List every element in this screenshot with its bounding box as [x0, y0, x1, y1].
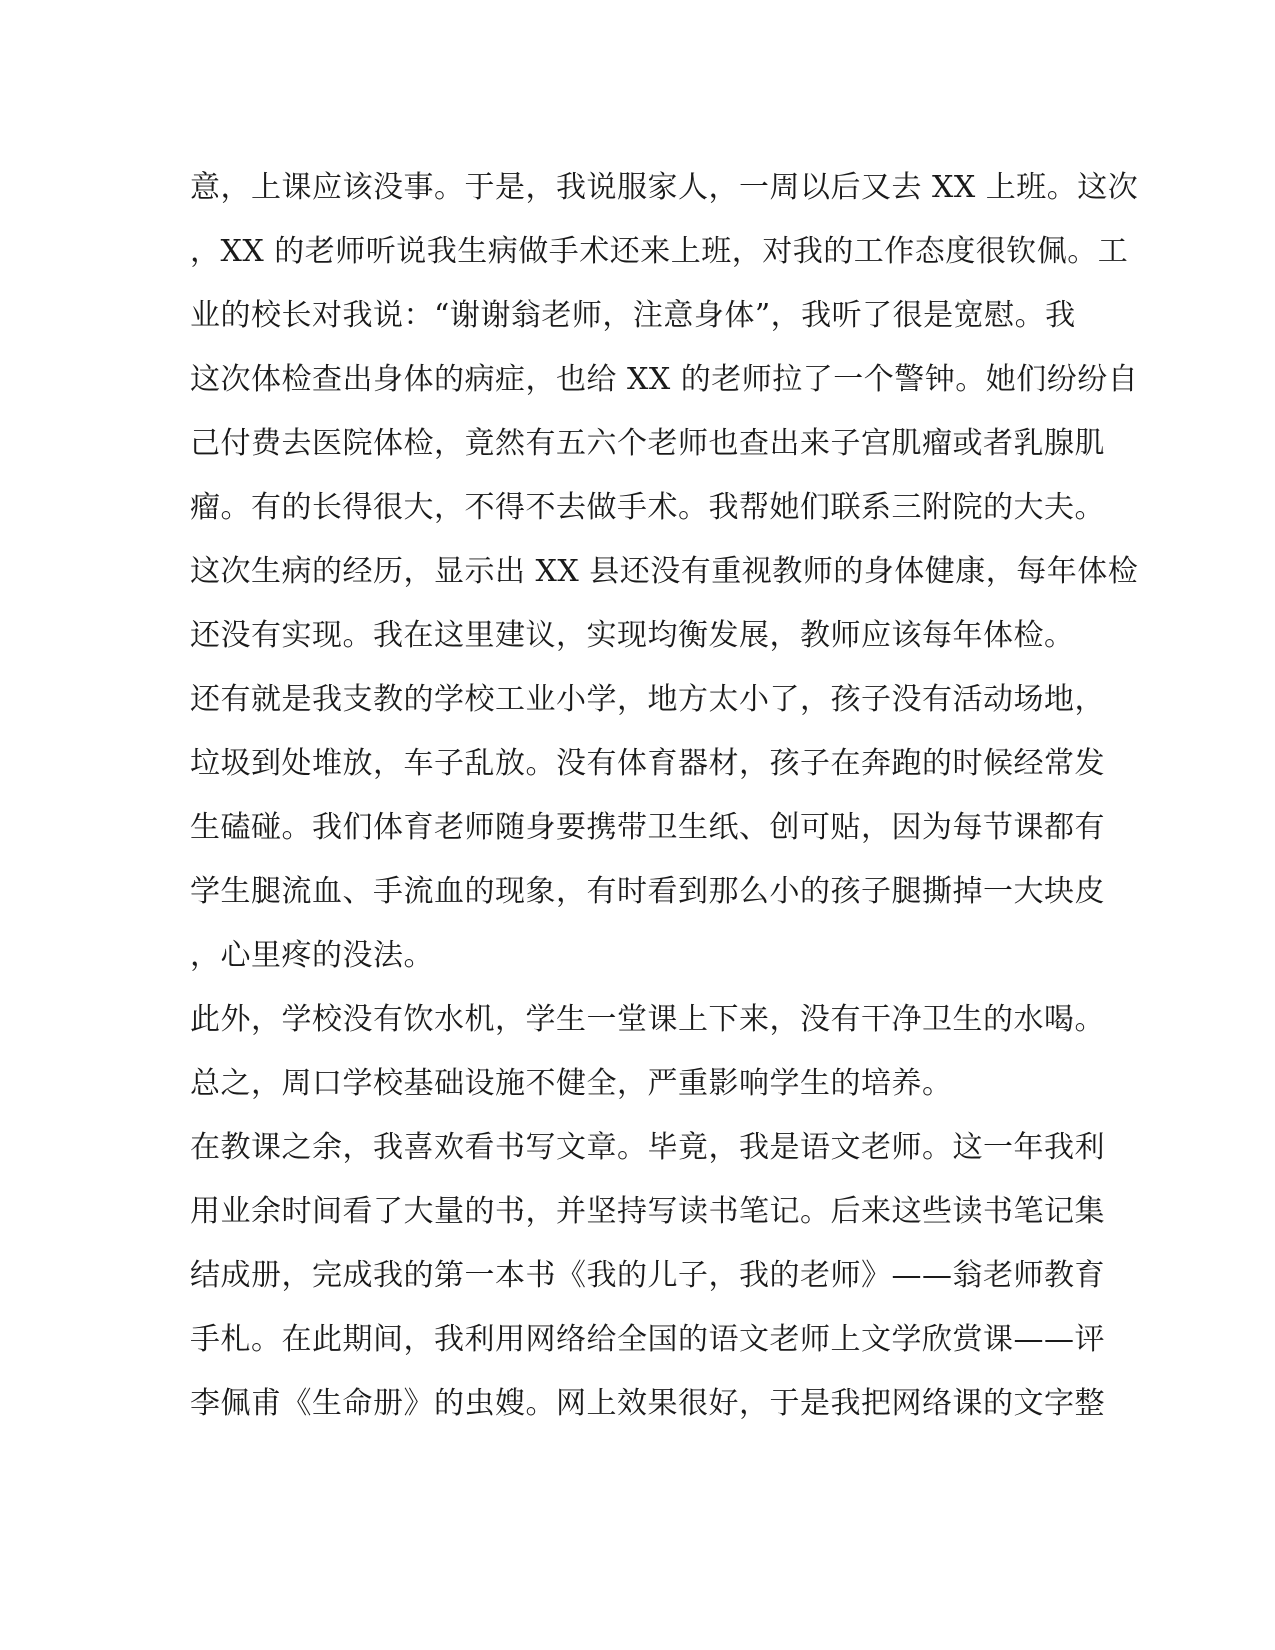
text-line: 在教课之余，我喜欢看书写文章。毕竟，我是语文老师。这一年我利 [190, 1130, 1105, 1165]
text-line: 此外，学校没有饮水机，学生一堂课上下来，没有干净卫生的水喝。 [190, 1002, 1105, 1037]
text-line: ，XX 的老师听说我生病做手术还来上班，对我的工作态度很钦佩。工 [190, 234, 1129, 269]
text-line: 这次生病的经历，显示出 XX 县还没有重视教师的身体健康，每年体检 [190, 554, 1139, 589]
text-line: 用业余时间看了大量的书，并坚持写读书笔记。后来这些读书笔记集 [190, 1194, 1105, 1229]
text-line: 还有就是我支教的学校工业小学，地方太小了，孩子没有活动场地， [190, 682, 1105, 717]
text-line: 李佩甫《生命册》的虫嫂。网上效果很好，于是我把网络课的文字整 [190, 1386, 1105, 1421]
text-line: ，心里疼的没法。 [190, 938, 434, 973]
body-text [190, 156, 1139, 1436]
text-line: 生磕碰。我们体育老师随身要携带卫生纸、创可贴，因为每节课都有 [190, 810, 1105, 845]
text-line: 意，上课应该没事。于是，我说服家人，一周以后又去 XX 上班。这次 [190, 170, 1139, 205]
text-line: 垃圾到处堆放，车子乱放。没有体育器材，孩子在奔跑的时候经常发 [190, 746, 1105, 781]
text-line: 瘤。有的长得很大，不得不去做手术。我帮她们联系三附院的大夫。 [190, 490, 1105, 525]
text-line: 己付费去医院体检，竟然有五六个老师也查出来子宫肌瘤或者乳腺肌 [190, 426, 1105, 461]
text-line: 总之，周口学校基础设施不健全，严重影响学生的培养。 [190, 1066, 953, 1101]
text-line: 还没有实现。我在这里建议，实现均衡发展，教师应该每年体检。 [190, 618, 1075, 653]
text-line: 结成册，完成我的第一本书《我的儿子，我的老师》——翁老师教育 [190, 1258, 1105, 1293]
text-line: 业的校长对我说：“谢谢翁老师，注意身体”，我听了很是宽慰。我 [190, 298, 1076, 333]
text-line: 学生腿流血、手流血的现象，有时看到那么小的孩子腿撕掉一大块皮 [190, 874, 1105, 909]
text-line: 这次体检查出身体的病症，也给 XX 的老师拉了一个警钟。她们纷纷自 [190, 362, 1139, 397]
text-line: 手札。在此期间，我利用网络给全国的语文老师上文学欣赏课——评 [190, 1322, 1105, 1357]
